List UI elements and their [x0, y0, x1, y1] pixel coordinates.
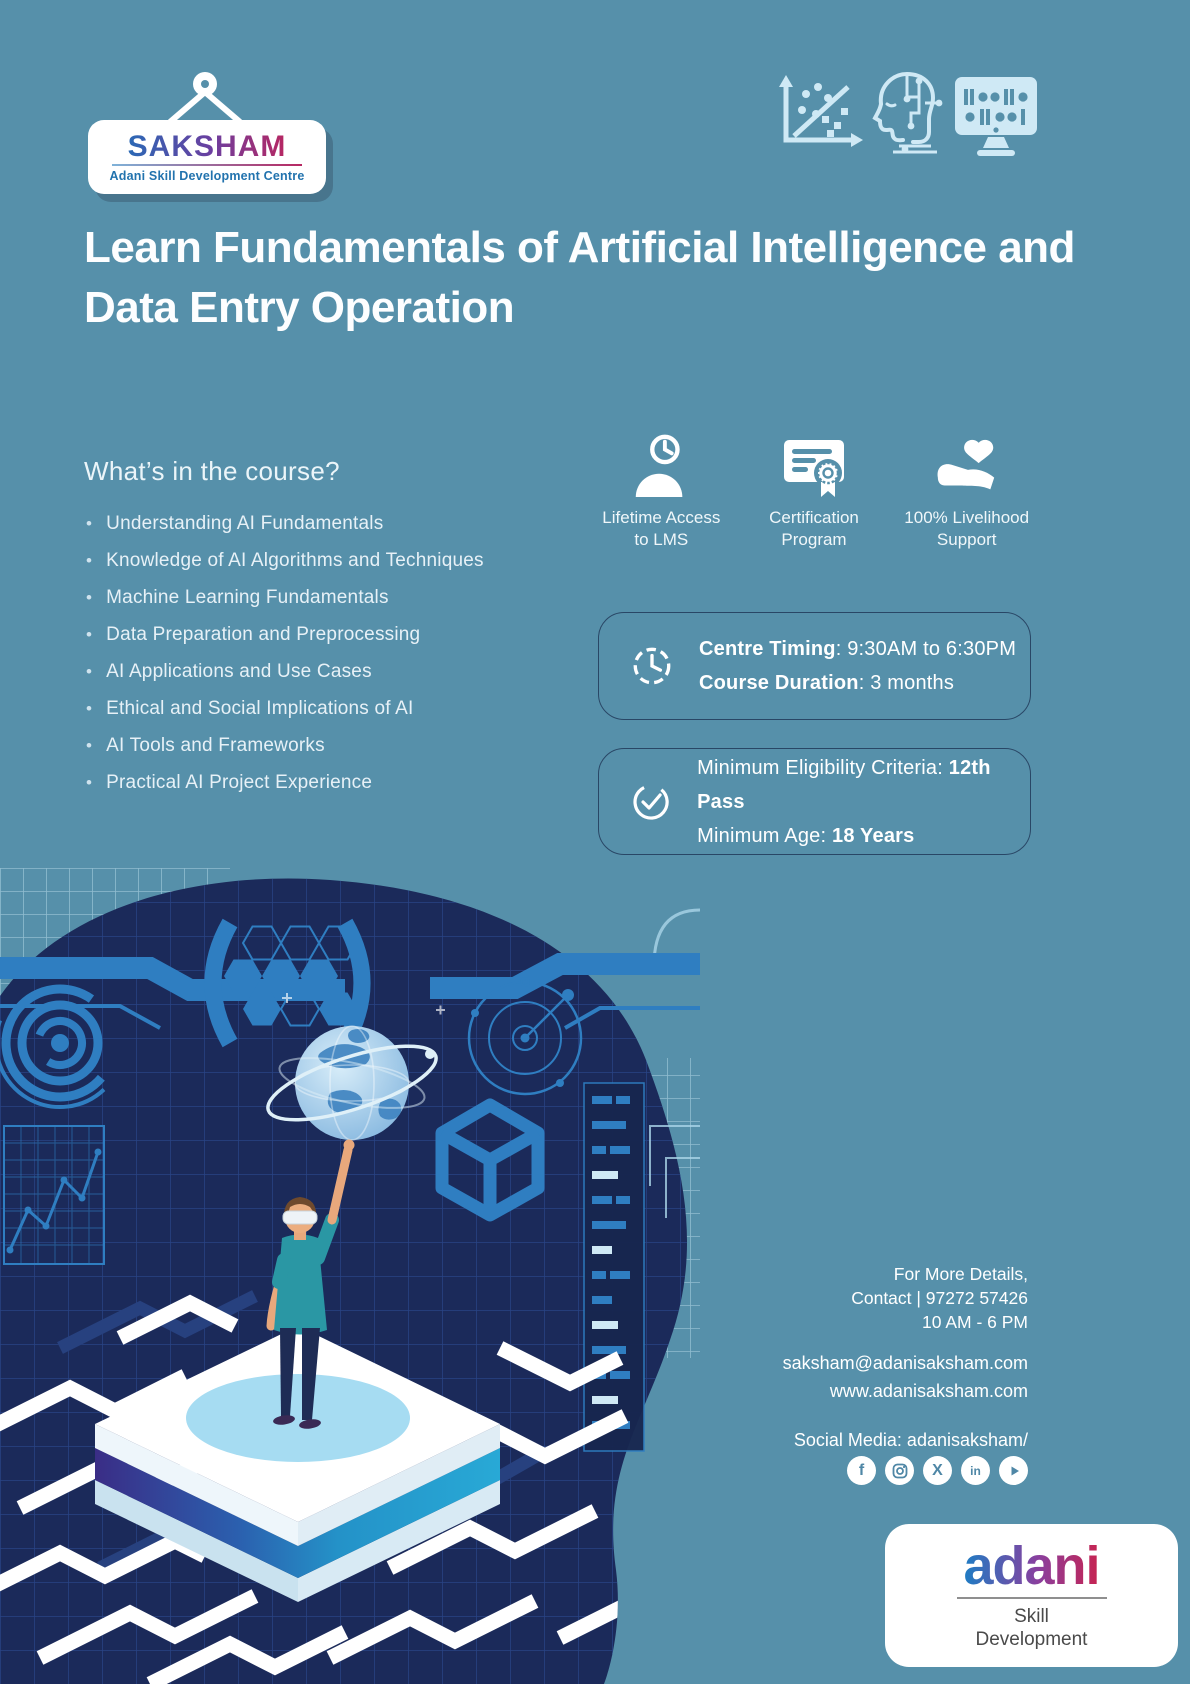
list-item-label: Understanding AI Fundamentals [106, 512, 384, 534]
list-item-label: Machine Learning Fundamentals [106, 586, 389, 608]
list-item [86, 690, 566, 727]
list-item [86, 764, 566, 801]
feature-lifetime-access [585, 426, 738, 551]
list-item-label: Data Preparation and Preprocessing [106, 623, 421, 645]
adani-division: Skill Development [975, 1605, 1088, 1650]
adani-divider [957, 1597, 1107, 1599]
list-item-label: AI Tools and Frameworks [106, 734, 325, 756]
ai-illustration [0, 868, 700, 1684]
feature-label: 100% Livelihood Support [904, 508, 1030, 549]
scatter-plot-icon [772, 74, 864, 156]
logo-divider [112, 164, 302, 166]
adani-logo-card [885, 1524, 1178, 1667]
centre-timing-box [598, 612, 1031, 720]
livelihood-support-icon [933, 426, 1001, 498]
feature-certification [738, 426, 891, 551]
bullet-icon: • [86, 735, 93, 755]
certification-icon [781, 426, 847, 498]
contact-hours: 10 AM - 6 PM [921, 1312, 1028, 1332]
weblinks-block [598, 1350, 1028, 1405]
clock-icon [629, 643, 675, 689]
linkedin-icon[interactable]: in [961, 1456, 990, 1485]
list-item [86, 542, 566, 579]
ai-head-icon [866, 66, 944, 160]
feature-label: Certification Program [769, 508, 859, 549]
bullet-icon: • [86, 550, 93, 570]
instagram-icon[interactable] [885, 1456, 914, 1485]
page-title: Learn Fundamentals of Artificial Intelligence and Data Entry Operation [84, 223, 1075, 332]
contact-phone[interactable]: Contact | 97272 57426 [851, 1288, 1028, 1308]
check-circle-icon [629, 779, 673, 825]
youtube-icon[interactable] [999, 1456, 1028, 1485]
feature-row [585, 426, 1043, 551]
list-item [86, 727, 566, 764]
list-item-label: Knowledge of AI Algorithms and Techniques [106, 549, 484, 571]
saksham-logo [88, 120, 326, 194]
bullet-icon: • [86, 624, 93, 644]
bullet-icon: • [86, 772, 93, 792]
x-twitter-icon[interactable]: X [923, 1456, 952, 1485]
list-item [86, 579, 566, 616]
logo-subtitle: Adani Skill Development Centre [109, 168, 305, 183]
feature-label: Lifetime Access to LMS [602, 508, 721, 549]
list-item-label: AI Applications and Use Cases [106, 660, 372, 682]
list-item-label: Practical AI Project Experience [106, 771, 373, 793]
logo-hanger-icon [140, 70, 270, 124]
list-item-label: Ethical and Social Implications of AI [106, 697, 414, 719]
contact-website[interactable]: www.adanisaksham.com [829, 1380, 1028, 1401]
facebook-icon[interactable]: f [847, 1456, 876, 1485]
course-list [86, 505, 566, 801]
binary-monitor-icon [952, 74, 1040, 158]
list-item [86, 653, 566, 690]
lifetime-access-icon [628, 426, 694, 498]
eligibility-box [598, 748, 1031, 855]
social-media-label: Social Media: adanisaksham/ [793, 1430, 1028, 1450]
logo-title: SAKSHAM [127, 129, 287, 163]
bullet-icon: • [86, 661, 93, 681]
adani-brand: adani [963, 1536, 1100, 1597]
list-item [86, 616, 566, 653]
bullet-icon: • [86, 513, 93, 533]
feature-livelihood [890, 426, 1043, 551]
bullet-icon: • [86, 698, 93, 718]
social-icons [847, 1456, 1028, 1485]
contact-email[interactable]: saksham@adanisaksham.com [782, 1353, 1028, 1373]
centre-timing-text: Centre Timing: 9:30AM to 6:30PM Course Duration: 3 months [699, 638, 1017, 694]
contact-more: For More Details, [893, 1264, 1028, 1284]
list-item [86, 505, 566, 542]
course-section-title: What’s in the course? [84, 456, 340, 486]
contact-block [598, 1262, 1028, 1334]
eligibility-text: Minimum Eligibility Criteria: 12th Pass Minimum Age: 18 Years [697, 756, 991, 847]
bullet-icon: • [86, 587, 93, 607]
